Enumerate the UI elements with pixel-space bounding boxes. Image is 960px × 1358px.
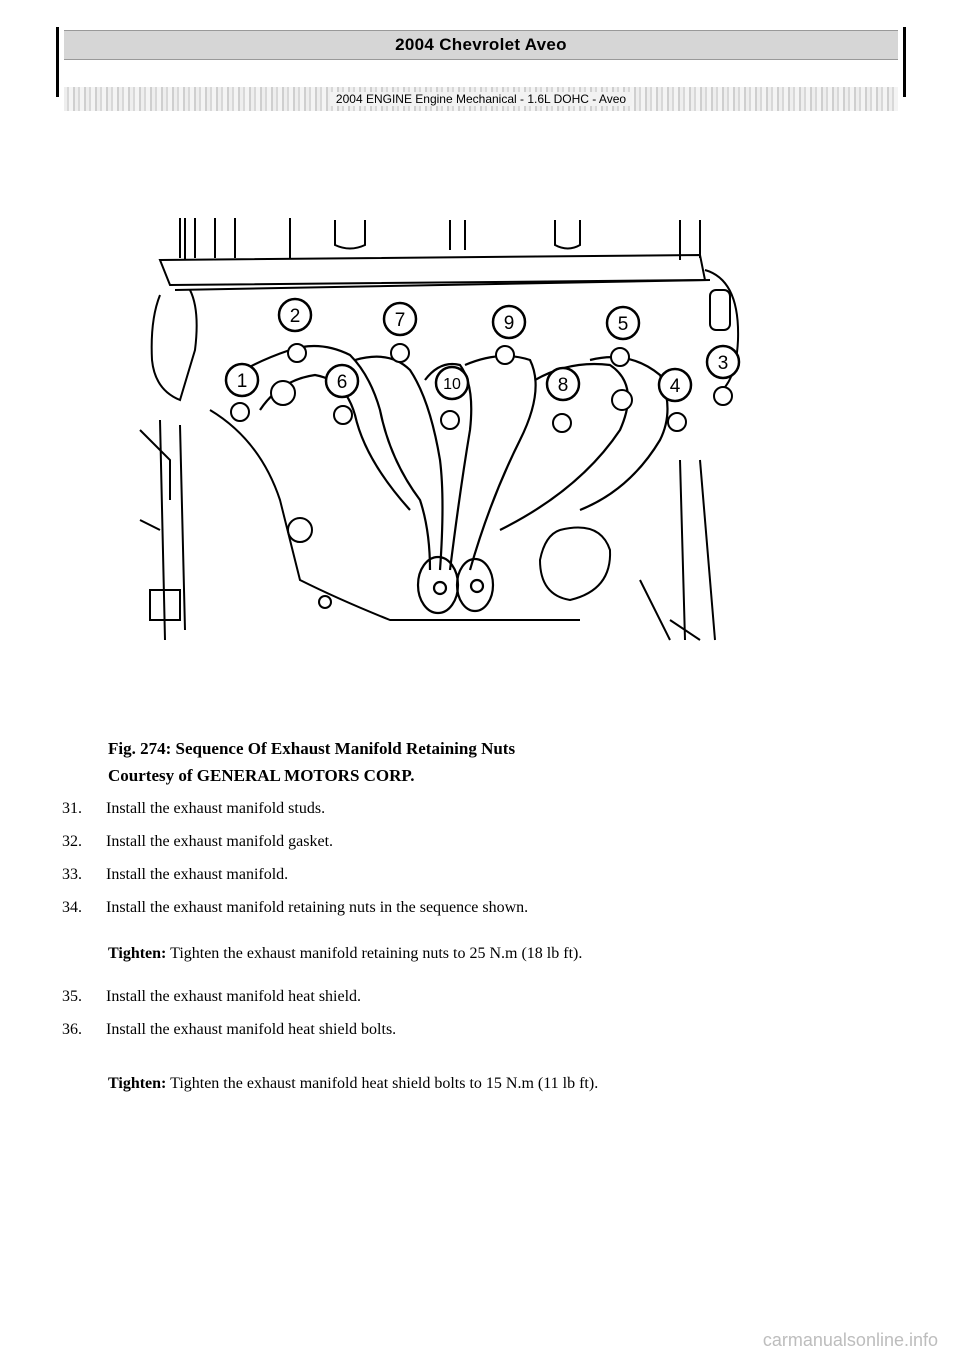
callout-7 [384, 303, 416, 335]
header-subtitle: 2004 ENGINE Engine Mechanical - 1.6L DOHC - Aveo [330, 92, 632, 106]
step-36 [62, 1021, 396, 1039]
step-31 [62, 800, 325, 818]
step-text: Install the exhaust manifold. [106, 866, 289, 883]
step-35 [62, 988, 361, 1006]
callout-5 [607, 307, 639, 339]
step-34 [62, 899, 528, 917]
step-number: 31. [62, 800, 82, 817]
figure-caption [108, 735, 515, 789]
tighten-note-bolts [108, 1075, 598, 1093]
step-number: 33. [62, 866, 82, 883]
header-right-rule [903, 27, 906, 97]
page-header [56, 27, 906, 106]
engine-block [140, 410, 715, 640]
callout-3 [707, 346, 739, 378]
footer-watermark[interactable]: carmanualsonline.info [762, 1330, 938, 1350]
svg-text:10: 10 [443, 376, 461, 393]
step-number: 34. [62, 899, 82, 916]
tighten-note-nuts [108, 945, 582, 963]
step-number: 32. [62, 833, 82, 850]
note-label: Tighten: [108, 945, 167, 962]
note-text: Tighten the exhaust manifold retaining nuts to 25 N.m (18 lb ft). [166, 945, 583, 962]
courtesy-org: GENERAL MOTORS CORP. [196, 766, 415, 785]
callout-8 [547, 368, 579, 400]
callout-10 [436, 367, 468, 399]
svg-text:9: 9 [503, 313, 515, 334]
figure-title: Fig. 274: Sequence Of Exhaust Manifold Retaining Nuts [108, 739, 516, 758]
svg-text:4: 4 [669, 376, 681, 397]
callout-2 [279, 299, 311, 331]
step-number: 35. [62, 988, 82, 1005]
note-label: Tighten: [108, 1075, 167, 1092]
step-text: Install the exhaust manifold retaining nuts in the sequence shown. [106, 899, 529, 916]
callout-6 [326, 365, 358, 397]
figure-courtesy [108, 762, 515, 789]
svg-text:5: 5 [617, 314, 629, 335]
step-text: Install the exhaust manifold gasket. [106, 833, 334, 850]
svg-text:2: 2 [289, 306, 301, 327]
callout-4 [659, 369, 691, 401]
step-32 [62, 833, 333, 851]
exhaust-manifold-figure [140, 200, 729, 650]
svg-text:7: 7 [394, 310, 406, 331]
retaining-nuts [231, 344, 732, 432]
callout-1 [226, 364, 258, 396]
callout-9 [493, 306, 525, 338]
note-text: Tighten the exhaust manifold heat shield bolts to 15 N.m (11 lb ft). [166, 1075, 599, 1092]
step-text: Install the exhaust manifold heat shield bolts. [106, 1021, 397, 1038]
svg-text:1: 1 [236, 371, 248, 392]
svg-text:3: 3 [717, 353, 729, 374]
step-text: Install the exhaust manifold studs. [106, 800, 326, 817]
header-subtitle-bar [64, 87, 898, 111]
svg-text:6: 6 [336, 372, 348, 393]
step-33 [62, 866, 288, 884]
svg-text:8: 8 [557, 375, 569, 396]
header-left-rule [56, 27, 59, 97]
step-number: 36. [62, 1021, 82, 1038]
step-text: Install the exhaust manifold heat shield. [106, 988, 362, 1005]
courtesy-prefix: Courtesy of [108, 766, 193, 785]
header-title: 2004 Chevrolet Aveo [64, 30, 898, 60]
